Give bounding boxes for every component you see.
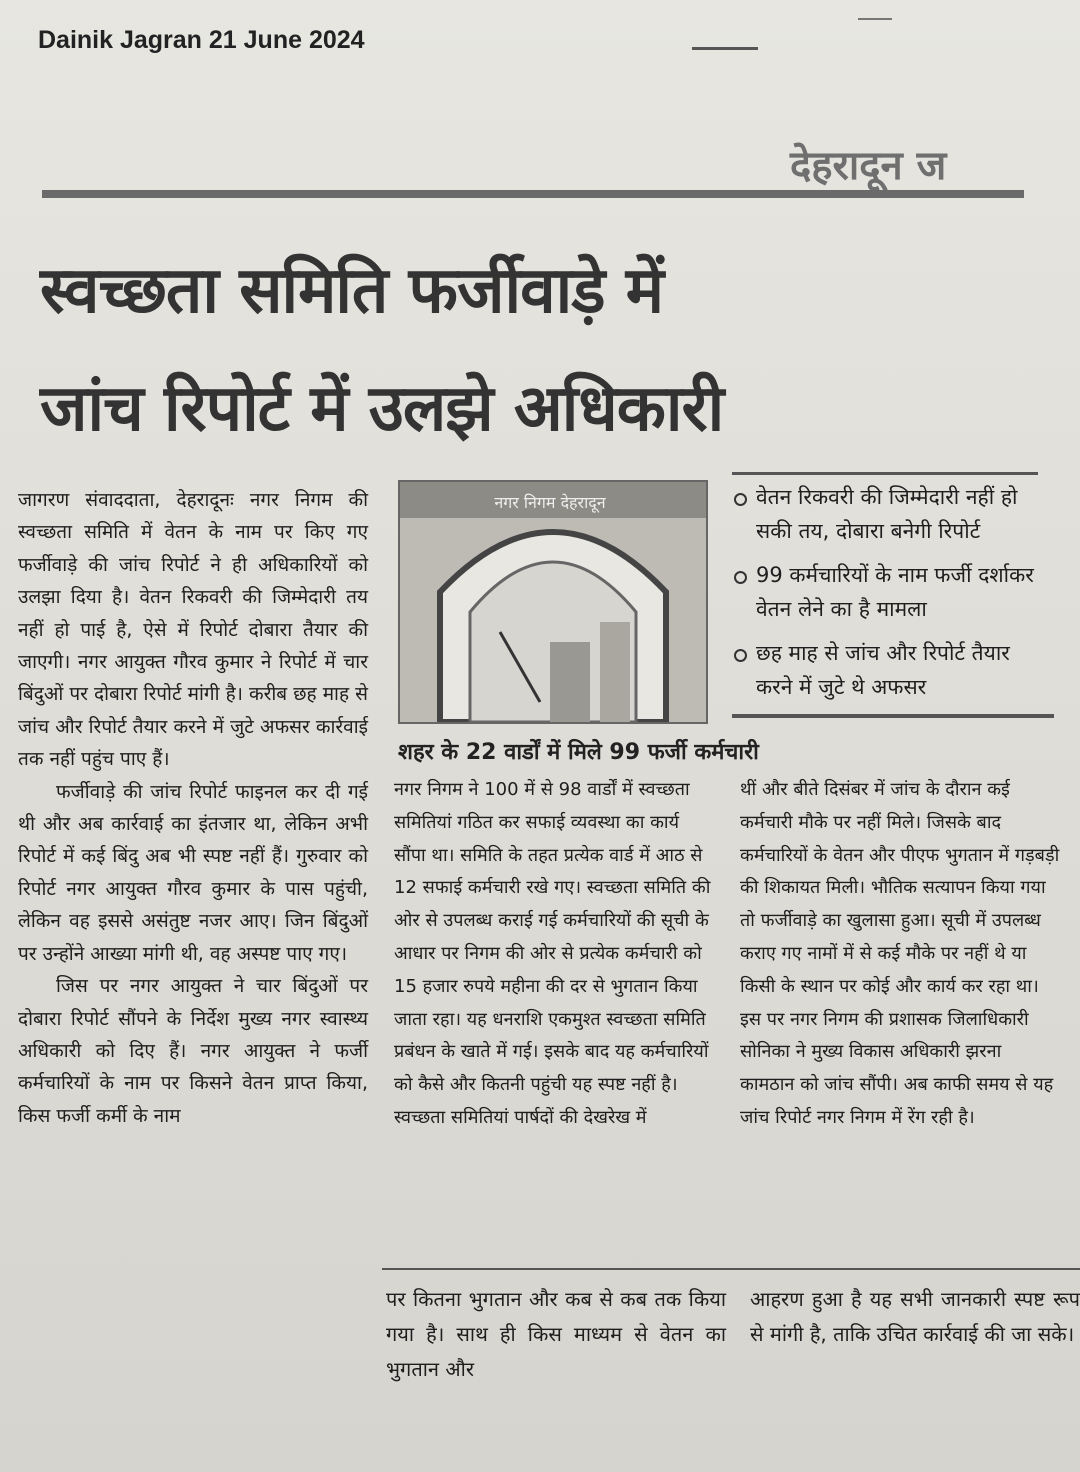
- highlight-text: छह माह से जांच और रिपोर्ट तैयार करने में जुटे थे अफसर: [756, 641, 1010, 699]
- headline: [40, 232, 1040, 468]
- intro-column: [18, 484, 368, 1132]
- highlight-item: [732, 636, 1052, 704]
- box-subhead: शहर के 22 वार्डों में मिले 99 फर्जी कर्मचारी: [398, 740, 759, 765]
- highlights-rule: [732, 714, 1054, 718]
- building-arch-image: [400, 482, 706, 722]
- continuation-paragraph: पर कितना भुगतान और कब से कब तक किया गया है। साथ ही किस माध्यम से वेतन का भुगतान और: [386, 1287, 726, 1381]
- box-paragraph: नगर निगम ने 100 में से 98 वार्डों में स्वच्छता समितियां गठित कर सफाई व्यवस्था का कार्य सौंपा था। समिति के तहत प्रत्येक वार्ड में आठ से 12 सफाई कर्मचारी रखे गए। स्वच्छता समिति की ओर से उपलब्ध कराई गई कर्मचारियों की सूची के आधार पर निगम की ओर से प्रत्येक कर्मचारी को 15 हजार रुपये महीना की दर से भुगतान किया जाता रहा। यह धनराशि एकमुश्त स्वच्छता समिति प्रबंधन के खाते में गई। इसके बाद यह कर्मचारियों को कैसे और कितनी पहुंची यह स्पष्ट नहीं है। स्वच्छता समितियां पार्षदों की देखरेख में: [394, 779, 711, 1128]
- intro-paragraph: जागरण संवाददाता, देहरादूनः नगर निगम की स्वच्छता समिति में वेतन के नाम पर किए गए फर्जीवाड़े की जांच रिपोर्ट ने ही अधिकारियों को उलझा दिया है। वेतन रिकवरी की जिम्मेदारी तय नहीं हो पाई है, ऐसे में रिपोर्ट दोबारा तैयार की जाएगी। नगर आयुक्त गौरव कुमार ने रिपोर्ट में चार बिंदुओं पर दोबारा रिपोर्ट मांगी है। करीब छह माह से जांच और रिपोर्ट तैयार करने में जुटे अफसर कार्रवाई तक नहीं पहुंच पाए हैं।: [18, 489, 368, 771]
- intro-paragraph: जिस पर नगर आयुक्त ने चार बिंदुओं पर दोबारा रिपोर्ट सौंपने के निर्देश मुख्य नगर स्वास्थ्य अधिकारी को दिए हैं। नगर आयुक्त ने फर्जी कर्मचारियों के नाम पर किसने वेतन प्राप्त किया, किस फर्जी कर्मी के नाम: [18, 975, 368, 1127]
- box-bottom-rule: [382, 1268, 1080, 1270]
- continuation-paragraph: आहरण हुआ है यह सभी जानकारी स्पष्ट रूप से मांगी है, ताकि उचित कार्रवाई की जा सके।: [750, 1287, 1080, 1346]
- highlight-item: [732, 480, 1052, 548]
- highlight-text: वेतन रिकवरी की जिम्मेदारी नहीं हो सकी तय, दोबारा बनेगी रिपोर्ट: [756, 485, 1018, 543]
- intro-paragraph: फर्जीवाड़े की जांच रिपोर्ट फाइनल कर दी गई थी और अब कार्रवाई का इंतजार था, लेकिन अभी रिपोर्ट में कई बिंदु अब भी स्पष्ट नहीं हैं। गुरुवार को रिपोर्ट नगर आयुक्त गौरव कुमार के पास पहुंची, लेकिन वह इससे असंतुष्ट नजर आए। जिन बिंदुओं पर उन्होंने आख्या मांगी थी, वह अस्पष्ट पाए गए।: [18, 780, 368, 965]
- box-column-right: [740, 774, 1060, 1135]
- highlights-box: [732, 480, 1052, 714]
- section-tag: देहरादून ज: [790, 143, 947, 189]
- photo-sign-text: नगर निगम देहरादून: [494, 493, 606, 512]
- pen-mark: [858, 18, 892, 20]
- headline-line-2: जांच रिपोर्ट में उलझे अधिकारी: [40, 372, 724, 446]
- headline-line-1: स्वच्छता समिति फर्जीवाड़े में: [40, 254, 664, 328]
- continuation-column-middle: [386, 1282, 726, 1387]
- news-photo: [398, 480, 708, 724]
- highlights-rule: [732, 472, 1038, 475]
- bullet-icon: [734, 571, 747, 584]
- box-column-left: [394, 774, 712, 1135]
- box-paragraph: थीं और बीते दिसंबर में जांच के दौरान कई कर्मचारी मौके पर नहीं मिले। जिसके बाद कर्मचारियों के वेतन और पीएफ भुगतान में गड़बड़ी की शिकायत मिली। भौतिक सत्यापन किया गया तो फर्जीवाड़े का खुलासा हुआ। सूची में उपलब्ध कराए गए नामों में से कई मौके पर नहीं थे या किसी के स्थान पर कोई और कार्य कर रहा था। इस पर नगर निगम की प्रशासक जिलाधिकारी सोनिका ने मुख्य विकास अधिकारी झरना कामठान को जांच सौंपी। अब काफी समय से यह जांच रिपोर्ट नगर निगम में रेंग रही है।: [740, 779, 1060, 1128]
- continuation-column-right: [750, 1282, 1080, 1352]
- highlight-item: [732, 558, 1052, 626]
- pen-mark: [692, 47, 758, 50]
- highlight-text: 99 कर्मचारियों के नाम फर्जी दर्शाकर वेतन लेने का है मामला: [756, 563, 1034, 621]
- header-rule: [42, 190, 1024, 198]
- bullet-icon: [734, 493, 747, 506]
- source-line: Dainik Jagran 21 June 2024: [38, 26, 365, 54]
- bullet-icon: [734, 649, 747, 662]
